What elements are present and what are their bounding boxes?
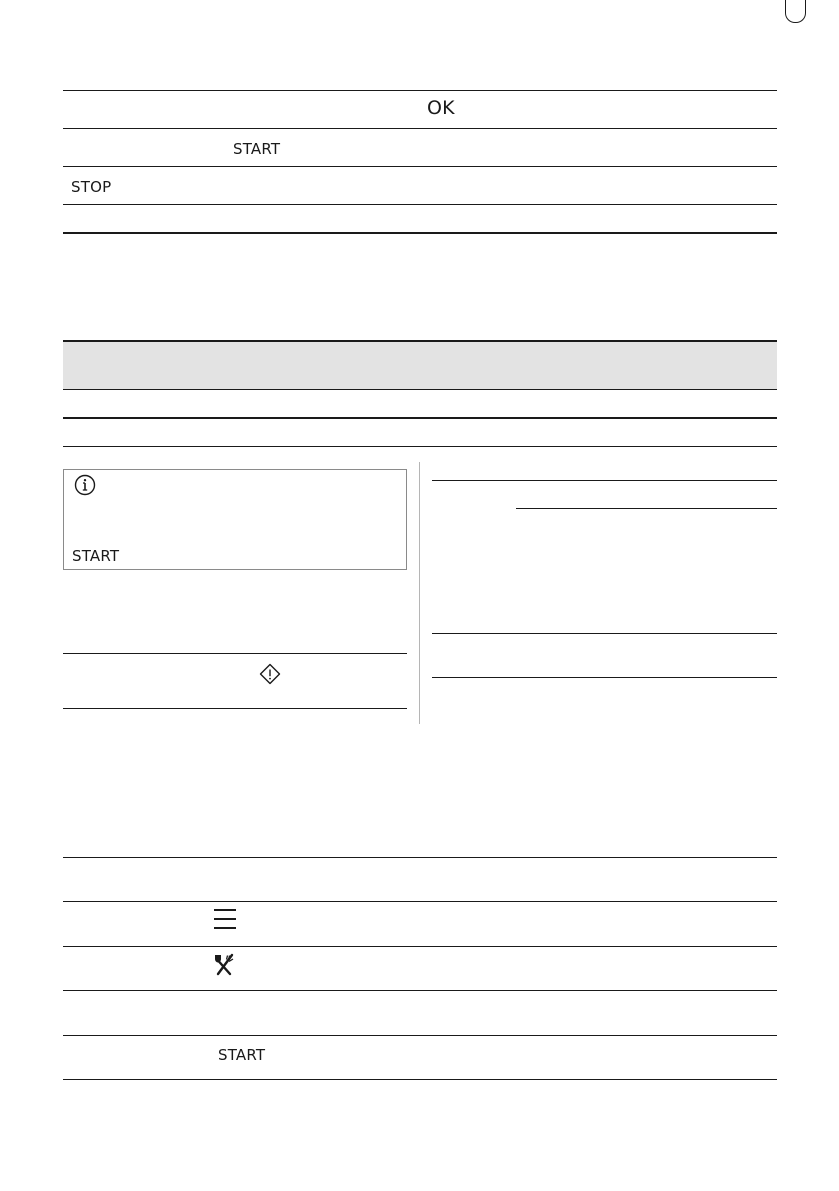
table1-rule bbox=[63, 204, 777, 205]
left-table-rule bbox=[63, 708, 407, 709]
table3-rule bbox=[63, 946, 777, 947]
start-diamond-icon bbox=[259, 663, 281, 685]
note-start-label: START bbox=[72, 547, 120, 565]
table2-header-row bbox=[63, 342, 777, 389]
table2-rule bbox=[63, 417, 777, 419]
info-icon bbox=[74, 474, 96, 496]
start-button-label: START bbox=[218, 1046, 266, 1064]
table2-bottom-rule bbox=[63, 446, 777, 447]
right-table-rule bbox=[432, 480, 777, 481]
ok-button-label: OK bbox=[427, 97, 455, 119]
menu-icon bbox=[212, 907, 238, 933]
table1-rule bbox=[63, 90, 777, 91]
table3-rule bbox=[63, 857, 777, 858]
right-table-rule bbox=[432, 633, 777, 634]
table1-rule bbox=[63, 166, 777, 167]
cutlery-icon bbox=[212, 953, 236, 977]
table2-rule bbox=[63, 389, 777, 390]
left-table-rule bbox=[63, 653, 407, 654]
start-button-label: START bbox=[233, 140, 281, 158]
table3-rule bbox=[63, 990, 777, 991]
column-divider bbox=[419, 462, 420, 724]
page-edge-decoration bbox=[785, 0, 806, 23]
right-table-rule bbox=[432, 677, 777, 678]
table3-bottom-rule bbox=[63, 1079, 777, 1080]
table3-rule bbox=[63, 1035, 777, 1036]
table3-rule bbox=[63, 901, 777, 902]
right-table-rule bbox=[516, 508, 777, 509]
table1-rule bbox=[63, 128, 777, 129]
stop-button-label: STOP bbox=[71, 178, 112, 196]
table1-bottom-rule bbox=[63, 232, 777, 234]
